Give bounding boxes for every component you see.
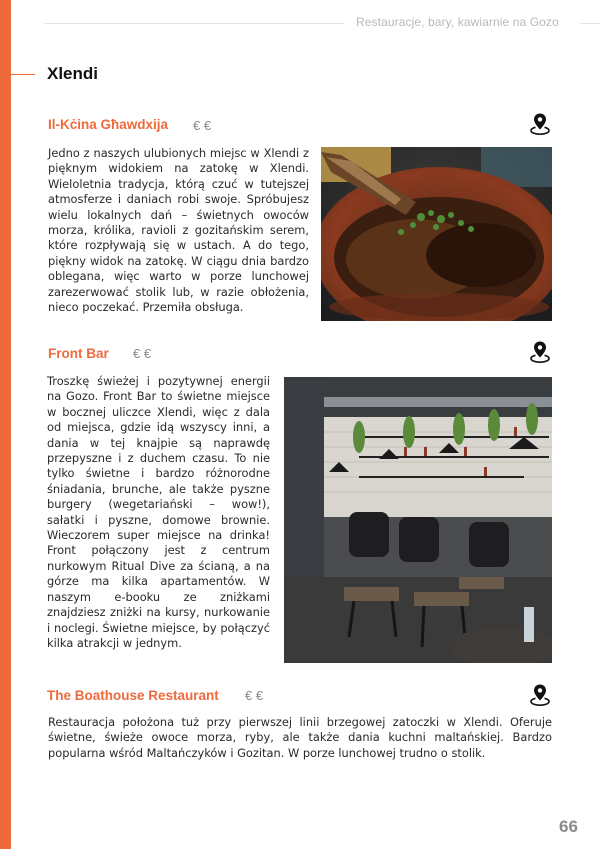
location-pin-icon[interactable] — [529, 340, 551, 364]
location-pin-icon[interactable] — [529, 112, 551, 136]
price-level: € € — [193, 118, 212, 133]
restaurant-name: The Boathouse Restaurant — [47, 688, 219, 703]
restaurant-description: Jedno z naszych ulubionych miejsc w Xlendi z pięknym widokiem na zatokę w Xlendi. Wieloletnia tradycja, którą czuć w tutejszej atmosferze i daniach robi swoje. Spróbujesz wielu lokalnych dań – świetnych owoców morza, królika, ravioli z gozitańskim serem, które rozpływają się w ustach. A do tego, piękny widok na zatokę. W ciągu dnia bardzo oblegana, więc warto w porze lunchowej zarezerwować stolik lub, w razie obłożenia, nieco poczekać. Przemiła obsługa. — [48, 146, 309, 315]
bar-photo-illustration — [284, 377, 552, 663]
running-header: Restauracje, bary, kawiarnie na Gozo — [356, 15, 559, 29]
section-title: Xlendi — [47, 64, 99, 83]
bar-interior-photo — [284, 377, 552, 663]
accent-side-bar — [0, 0, 11, 849]
section-marker — [11, 74, 35, 75]
price-level: € € — [245, 688, 264, 703]
restaurant-description: Troszkę świeżej i pozytywnej energii na Gozo. Front Bar to świetne miejsce w bocznej uliczce Xlendi, więc z dala od miejsca, gdzie idą wszyscy inni, a dania w tej knajpie są naprawdę przepyszne i z duchem czasu. To nie tylko świetne i bardzo różnorodne śniadania, brunche, ale także pyszne burgery (wegetariański – wow!), sałatki i pyszne, domowe brownie. Wieczorem super miejsce na drinka! Front połączony jest z centrum nurkowym Ritual Dive za ścianą, a na górze ma kilka apartamentów. W naszym e-booku ze zniżkami znajdziesz zniżki na kursy, nurkowanie i noclegi. Świetne miejsce, by połączyć kilka atrakcji w jednym. — [47, 374, 270, 650]
restaurant-name: Il-Kċina Għawdxija — [48, 117, 169, 132]
restaurant-description: Restauracja położona tuż przy pierwszej linii brzegowej zatoczki w Xlendi. Oferuje świetne, świeże owoce morza, ryby, ale także dania kuchni maltańskiej. Bardzo popularna wśród Maltańczyków i Gozitan. W porze lunchowej trudno o stolik. — [48, 715, 552, 760]
braised-lamb-shank-dish-photo — [321, 147, 552, 321]
header-rule — [44, 23, 344, 24]
price-level: € € — [133, 346, 152, 361]
food-photo-illustration — [321, 147, 552, 321]
location-pin-icon[interactable] — [529, 683, 551, 707]
page-number: 66 — [559, 817, 578, 836]
header-rule-end — [580, 23, 600, 24]
restaurant-name: Front Bar — [48, 346, 109, 361]
